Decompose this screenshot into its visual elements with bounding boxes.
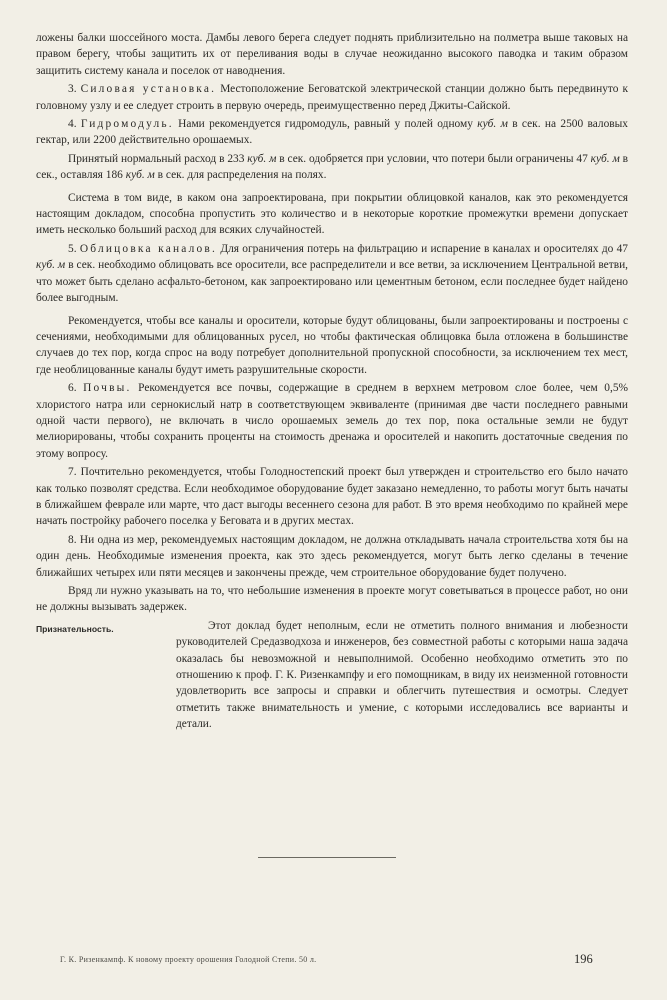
paragraph-no-delay: 8. Ни одна из мер, рекомендуемых настоящим докладом, не должна откладывать начала строительства хотя бы на один день. Необходимые изменения проекта, как это здесь рекомендуется, могут быть легко сделаны в течение ближайших четырех или пяти месяцев и закончены прежде, чем строительное оборудование будет получено. bbox=[36, 533, 628, 579]
paragraph-hydromodule bbox=[36, 116, 628, 149]
paragraph-minor-changes: Вряд ли нужно указывать на то, что небольшие изменения в проекте могут советываться в процессе работ, но они не должны вызывать задержек. bbox=[36, 585, 628, 614]
item-number: 3. bbox=[68, 83, 77, 96]
paragraph-power-plant bbox=[36, 81, 628, 114]
spaced-term: Силовая установка. bbox=[80, 83, 217, 96]
spaced-term: Гидромодуль. bbox=[80, 118, 174, 131]
unit: куб. м bbox=[125, 169, 155, 182]
paragraph-system: Система в том виде, в каком она запроектирована, при покрытии облицовкой каналов, как это рекомендуется настоящим докладом, способна пропустить это количество и в некоторые короткие промежутки времени допускает иметь несколько больший расход для всяких случайностей. bbox=[36, 191, 628, 237]
item-number: 4. bbox=[68, 118, 77, 131]
paragraph-text: в сек., оставляя 186 bbox=[36, 152, 629, 182]
paragraph-recommend-lining: Рекомендуется, чтобы все каналы и оросители, которые будут облицованы, были запроектированы и построены с сечениями, необходимыми для облицованных русел, но чтобы фактическая облицовка была отложена в большинстве случаев до тех пор, когда спрос на воду потребует дополнительной пропускной способности, за исключением тех мест, где необлицованные каналы будут иметь разрушительные скорости. bbox=[36, 314, 628, 376]
paragraph-text: в сек. для распределения на полях. bbox=[157, 169, 327, 182]
unit: куб. м bbox=[477, 118, 508, 131]
page-number: 196 bbox=[574, 952, 593, 966]
paragraph-soils bbox=[36, 380, 628, 462]
paragraph-text: Для ограничения потерь на фильтрацию и испарение в каналах и оросителях до 47 bbox=[220, 242, 628, 255]
paragraph-text: в сек. на 2500 валовых гектар, или 2200 действительно орошаемых. bbox=[36, 118, 628, 147]
item-number: 6. bbox=[68, 382, 77, 395]
acknowledgement-section bbox=[36, 618, 628, 733]
paragraph-acknowledgement: Этот доклад будет неполным, если не отметить полного внимания и любезности руководителей Средазводхоза и инженеров, без совместной работы с которыми наша задача оказалась бы невозможной и невыполнимой. Особенно необходимо отметить это по отношению к проф. Г. К. Ризенкампфу и его помощникам, в виду их неизменной готовности удовлетворить все запросы и справки и облегчить путешествия и осмотры. Следует отметить также внимательность и умение, с которыми исследовались все варианты и детали. bbox=[176, 619, 628, 731]
paragraph-0: ложены балки шоссейного моста. Дамбы левого берега следует поднять приблизительно на полметра выше таковых на правом берегу, чтобы защитить их от переливания воды в случае неожиданно высокого паводка и таким образом защитить систему канала и поселок от наводнения. bbox=[36, 32, 628, 77]
item-number: 5. bbox=[68, 242, 77, 255]
spaced-term: Облицовка каналов. bbox=[79, 242, 218, 255]
paragraph-approval: 7. Почтительно рекомендуется, чтобы Голодностепский проект был утвержден и строительство его было начато как только позволят средства. Если необходимое оборудование будет заказано немедленно, то работы могут быть начаты в ближайшем феврале или марте, что даст выгоды весеннего сезона для работ. В это время необходимо по крайней мере начать постройку рабочего поселка у Беговата и в других местах. bbox=[36, 466, 628, 528]
paragraph-text: Местоположение Беговатской электрической станции должно быть передвинуто к головному узлу и ее следует строить в первую очередь, преимущественно перед Джиты-Сайской. bbox=[36, 83, 628, 112]
paragraph-lining bbox=[36, 241, 628, 307]
paragraph-flow bbox=[36, 151, 628, 184]
page-body bbox=[36, 30, 628, 735]
unit: куб. м bbox=[247, 152, 277, 165]
paragraph-text: Принятый нормальный расход в 233 bbox=[68, 152, 245, 165]
spaced-term: Почвы. bbox=[83, 382, 132, 395]
unit: куб. м bbox=[36, 259, 66, 272]
paragraph-text: в сек. одобряется при условии, что потери были ограничены 47 bbox=[279, 152, 588, 165]
paragraph-text: Рекомендуется все почвы, содержащие в среднем в верхнем метровом слое более, чем 0,5% хлористого натра или сернокислый натр в соответствующем эквиваленте (принимая две части последнего равными одной части первого), не включать в число орошаемых земель до тех пор, пока остальные земли не будут мелиорированы, чтобы сохранить проценты на стоимость дренажа и оросителей и накопить достаточные сведения по этому вопросу. bbox=[36, 382, 628, 460]
footer-citation: Г. К. Ризенкампф. К новому проекту орошения Голодной Степи. 50 л. bbox=[60, 955, 317, 964]
section-divider bbox=[258, 857, 396, 858]
paragraph-text: Нами рекомендуется гидромодуль, равный у полей одному bbox=[178, 118, 473, 131]
unit: куб. м bbox=[590, 152, 620, 165]
paragraph-text: в сек. необходимо облицовать все оросители, все распределители и все ветви, за исключением Центральной ветви, что может быть сделано асфальто-бетоном, как запроектировано или цементным бетоном, если последнее будет найдено более выгодным. bbox=[36, 259, 629, 305]
margin-note: Признательность. bbox=[36, 623, 114, 634]
